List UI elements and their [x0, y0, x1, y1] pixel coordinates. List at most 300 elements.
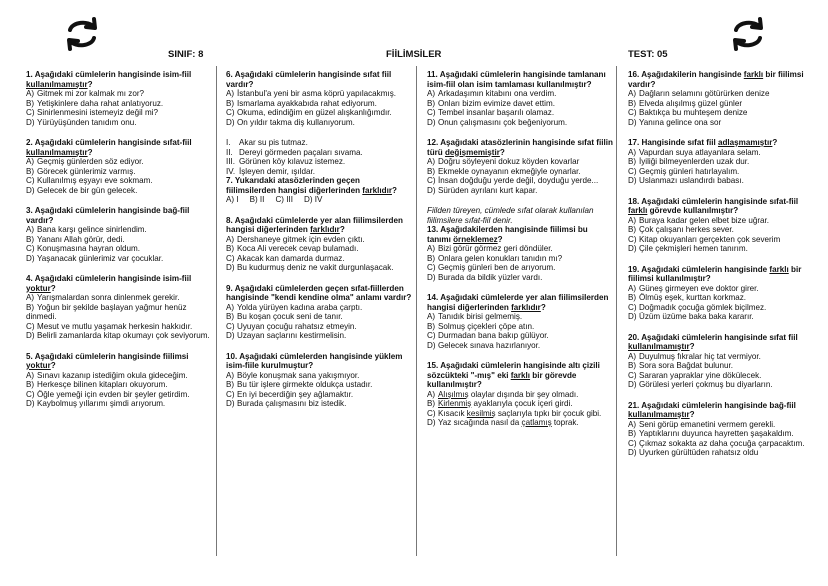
- option-text: Buraya kadar gelen elbet bize uğrar.: [639, 215, 770, 225]
- answer-option: [226, 390, 412, 400]
- answer-option: [628, 244, 818, 254]
- underlined-word: kullanılmamıştır: [628, 342, 690, 351]
- question-stem: 17. Hangisinde sıfat fiil adlaşmamıştır?: [628, 138, 778, 147]
- answer-option: [628, 361, 818, 371]
- answer-option: [26, 167, 212, 177]
- answer-option: [26, 322, 212, 332]
- underlined-word: adlaşmamıştır: [717, 138, 773, 147]
- answer-option: [26, 235, 212, 245]
- column-divider: [416, 66, 417, 556]
- underlined-word: örneklemez: [453, 234, 498, 244]
- option-letter: B): [26, 302, 35, 312]
- answer-option: [427, 341, 613, 351]
- question-number: 20.: [628, 332, 642, 342]
- answer-option: [628, 371, 818, 381]
- option-text: Yolda yürüyen kadına araba çarptı.: [237, 302, 363, 312]
- option-text: Sürüden ayrılanı kurt kapar.: [438, 185, 538, 195]
- option-text: Yoğun bir şekilde başlayan yağmur henüz dinmedi.: [26, 302, 187, 321]
- question: [26, 138, 212, 195]
- option-text: Kitap okuyanları gerçekten çok severim: [639, 234, 781, 244]
- option-letter: C): [226, 253, 235, 263]
- answer-option: [628, 303, 818, 313]
- answer-option: [226, 380, 412, 390]
- question-number: 12.: [427, 138, 441, 147]
- option-letter: A): [628, 147, 637, 157]
- question-stem: 1. Aşağıdaki cümlelerin hangisinde isim-fiil kullanılmamıştır?: [26, 70, 192, 89]
- question-number: 17.: [628, 138, 642, 147]
- answer-option: [427, 167, 613, 177]
- answer-option: [26, 331, 212, 341]
- question-stem: 10. Aşağıdaki cümlelerden hangisinde yüklem isim-fiile kurulmuştur?: [226, 351, 403, 370]
- answer-option: [26, 99, 212, 109]
- roman-numeral: IV.: [226, 166, 236, 176]
- swap-arrows-logo-left-icon: [62, 14, 102, 54]
- answer-option: [628, 439, 818, 449]
- option-text: Tembel insanlar başarılı olamaz.: [438, 108, 555, 117]
- answer-option: A) I: [226, 195, 239, 204]
- answer-option: B) II: [249, 195, 265, 204]
- question-stem: 8. Aşağıdaki cümlelerde yer alan fiilimsilerden hangisi diğerlerinden farklıdır?: [226, 215, 403, 234]
- question: [226, 70, 412, 127]
- option-letter: D): [628, 312, 637, 321]
- question-number: 11.: [427, 70, 440, 79]
- option-letter: B): [26, 98, 35, 108]
- answer-option: [226, 254, 412, 264]
- option-text: Geçmiş günleri ben de arıyorum.: [438, 263, 556, 272]
- question: [26, 352, 212, 409]
- option-letter: A): [26, 89, 35, 98]
- option-letter: C): [226, 321, 235, 331]
- option-text: Yanına gelince ona sor: [639, 117, 722, 127]
- answer-option: [26, 380, 212, 390]
- option-text: Ismarlama ayakkabıda rahat ediyorum.: [237, 98, 377, 108]
- option-text: Sinirlenmesini istemeyiz değil mi?: [37, 108, 158, 117]
- question-number: 4.: [26, 274, 35, 283]
- answer-option: [628, 284, 818, 294]
- answer-option: [628, 216, 818, 226]
- option-letter: C): [26, 108, 35, 117]
- answer-option: [427, 176, 613, 186]
- option-text: Ölmüş eşek, kurttan korkmaz.: [639, 293, 747, 302]
- underlined-word: farklı: [743, 70, 764, 79]
- option-text: On yıldır takma diş kullanıyorum.: [237, 117, 355, 127]
- answer-option: [427, 390, 613, 400]
- grade-label: SINIF: 8: [168, 49, 204, 60]
- option-letter: B): [427, 166, 436, 176]
- option-text: Burada da bildik yüzler vardı.: [438, 272, 543, 282]
- option-letter: C): [628, 108, 637, 117]
- option-letter: D): [26, 117, 35, 127]
- option-letter: B): [427, 321, 436, 331]
- question-stem: 11. Aşağıdaki cümlelerin hangisinde tamlananı isim-fiil olan isim tamlaması kullanılmıştır?: [427, 70, 606, 89]
- answer-option: [26, 186, 212, 196]
- option-text: Yaptıklarını duyunca hayretten şaşakaldım.: [639, 429, 794, 438]
- answer-option: [628, 312, 818, 322]
- underlined-word: farklı: [769, 264, 789, 274]
- statement-text: Görünen köy kılavuz istemez.: [239, 157, 346, 166]
- statement-text: Dereyi görmeden paçaları sıvama.: [239, 147, 363, 157]
- question-number: 1.: [26, 70, 35, 79]
- option-letter: D): [628, 448, 637, 457]
- option-letter: D): [226, 117, 235, 127]
- question: [628, 265, 818, 322]
- option-text: Burada çalışmasını biz istedik.: [237, 399, 347, 408]
- answer-option: [427, 273, 613, 283]
- answer-option: [628, 235, 818, 245]
- underlined-word: farklı: [510, 370, 531, 380]
- option-letter: A): [226, 302, 235, 312]
- option-letter: D): [26, 253, 35, 263]
- option-letter: C): [226, 108, 235, 117]
- question-stem: 19. Aşağıdaki cümlelerin hangisinde farklı bir fiilimsi kullanılmıştır?: [628, 264, 802, 283]
- option-letter: C): [26, 244, 35, 253]
- question-number: 5.: [26, 351, 35, 361]
- question-number: 2.: [26, 138, 35, 147]
- answer-option: [628, 89, 818, 99]
- inline-options: [226, 195, 412, 205]
- option-letter: D): [226, 263, 235, 272]
- option-text: Yaşanacak günlerimiz var çocuklar.: [37, 253, 164, 263]
- question-number: 13.: [427, 225, 441, 234]
- option-text: Kısacık kesilmiş saçlarıyla tıpkı bir çocuk gibi.: [438, 408, 602, 418]
- option-text: Doğru söyleyeni dokuz köyden kovarlar: [438, 157, 580, 166]
- option-letter: A): [628, 351, 637, 361]
- option-text: Elveda alışılmış güzel günler: [639, 98, 743, 108]
- question: [226, 352, 412, 409]
- question-stem: 15. Aşağıdaki cümlelerin hangisinde altı çizili sözcükteki "-mış" eki farklı bir görevde kullanılmıştır?: [427, 361, 600, 389]
- option-text: Gelecek de bir gün gelecek.: [37, 185, 138, 195]
- question: [26, 274, 212, 341]
- answer-option: [427, 409, 613, 419]
- answer-option: [26, 390, 212, 400]
- question-column-3: [427, 70, 613, 439]
- roman-numeral: III.: [226, 157, 235, 166]
- option-letter: C): [26, 176, 35, 185]
- option-letter: B): [427, 98, 436, 108]
- question-number: 18.: [628, 196, 642, 206]
- roman-numeral: II.: [226, 147, 233, 157]
- question: [226, 138, 412, 205]
- answer-option: [26, 399, 212, 409]
- answer-option: [628, 293, 818, 303]
- answer-option: [628, 108, 818, 118]
- option-text: Çıkmaz sokakta az daha çocuğa çarpacaktım.: [639, 438, 805, 448]
- option-text: İnsan doğduğu yerde değil, doyduğu yerde...: [438, 176, 599, 185]
- underlined-word: farklıdır: [310, 225, 340, 234]
- option-text: Koca Ali verecek cevap bulamadı.: [237, 244, 359, 253]
- answer-option: [427, 118, 613, 128]
- option-text: Gelecek sınava hazırlanıyor.: [438, 340, 541, 350]
- answer-option: [628, 148, 818, 158]
- option-text: Yetişkinlere daha rahat anlatıyoruz.: [37, 98, 164, 108]
- option-text: Vapurdan suya atlayanlara selam.: [639, 147, 761, 157]
- option-text: En iyi becerdiğin şey ağlamaktır.: [237, 389, 354, 399]
- option-letter: D): [427, 117, 436, 127]
- option-letter: B): [628, 225, 637, 234]
- question: [628, 138, 818, 186]
- option-letter: C): [226, 389, 235, 399]
- option-letter: A): [26, 293, 35, 302]
- answer-option: [427, 312, 613, 322]
- option-text: Bu koşan çocuk seni de tanır.: [237, 312, 343, 321]
- option-letter: C): [628, 370, 637, 380]
- option-text: Bu kudurmuş deniz ne vakit durgunlaşacak.: [237, 263, 394, 272]
- underlined-word: yoktur: [26, 283, 51, 293]
- option-text: Akacak kan damarda durmaz.: [237, 253, 345, 263]
- option-letter: B): [628, 429, 637, 438]
- option-letter: D): [26, 331, 35, 340]
- option-letter: A): [26, 157, 35, 166]
- option-text: Dershaneye gitmek için evden çıktı.: [237, 234, 365, 244]
- option-letter: D): [26, 185, 35, 195]
- answer-option: [628, 167, 818, 177]
- answer-option: [226, 118, 412, 128]
- column-divider: [216, 66, 217, 556]
- answer-option: [226, 263, 412, 273]
- option-letter: B): [628, 98, 637, 108]
- answer-option: [427, 108, 613, 118]
- option-letter: D): [427, 272, 436, 282]
- answer-option: [26, 89, 212, 99]
- option-letter: A): [427, 157, 436, 166]
- swap-arrows-logo-right-icon: [728, 14, 768, 54]
- option-letter: D): [226, 399, 235, 408]
- option-text: Bu tür işlere girmekte oldukça ustadır.: [237, 380, 373, 389]
- option-letter: D): [427, 340, 436, 350]
- question-note: Fiilden türeyen, cümlede sıfat olarak kullanılan fiilimsilere sıfat-fiil denir.: [427, 206, 594, 225]
- question: [427, 138, 613, 195]
- column-divider: [616, 66, 617, 556]
- answer-option: [26, 244, 212, 254]
- question-number: 19.: [628, 264, 642, 274]
- answer-option: [628, 225, 818, 235]
- question: [427, 293, 613, 350]
- question-number: 10.: [226, 351, 240, 361]
- answer-option: [226, 303, 412, 313]
- question-number: 6.: [226, 70, 235, 79]
- question-stem: 20. Aşağıdaki cümlelerin hangisinde sıfat fiil kullanılmamıştır?: [628, 332, 798, 351]
- answer-option: [628, 118, 818, 128]
- test-number: TEST: 05: [628, 49, 668, 60]
- question-stem: 6. Aşağıdaki cümlelerin hangisinde sıfat fiil vardır?: [226, 70, 392, 89]
- question-number: 21.: [628, 400, 642, 410]
- option-text: Üzüm üzüme baka baka kararır.: [639, 312, 754, 321]
- option-letter: A): [628, 419, 637, 429]
- option-text: Bizi görür görmez geri döndüler.: [438, 244, 553, 253]
- option-letter: A): [226, 370, 235, 380]
- option-letter: D): [226, 331, 235, 340]
- option-text: Sora sora Bağdat bulunur.: [639, 361, 734, 370]
- option-text: Doğmadık çocuğa gömlek biçilmez.: [639, 302, 767, 312]
- answer-option: [226, 99, 412, 109]
- question-stem: 12. Aşağıdaki atasözlerinin hangisinde sıfat fiilin türü değişmemiştir?: [427, 138, 613, 157]
- answer-option: [427, 263, 613, 273]
- underlined-word: kullanılmamıştır: [26, 147, 88, 157]
- answer-option: [427, 89, 613, 99]
- underlined-word: kullanılmamıştır: [628, 410, 690, 419]
- option-letter: B): [226, 380, 235, 389]
- option-text: Kaybolmuş yıllarımı şimdi arıyorum.: [37, 399, 166, 408]
- option-text: Konuşmasına hayran oldum.: [37, 244, 141, 253]
- answer-option: [226, 312, 412, 322]
- underlined-word: Alışılmış: [438, 389, 469, 399]
- option-text: Mesut ve mutlu yaşamak herkesin hakkıdır.: [37, 321, 193, 331]
- answer-option: [26, 254, 212, 264]
- answer-option: [26, 176, 212, 186]
- question-stem: 4. Aşağıdaki cümlelerin hangisinde isim-fiil yoktur?: [26, 274, 192, 293]
- option-letter: A): [427, 89, 436, 98]
- answer-option: [427, 157, 613, 167]
- option-letter: B): [226, 98, 235, 108]
- answer-option: [427, 331, 613, 341]
- answer-option: [628, 176, 818, 186]
- option-letter: C): [427, 176, 436, 185]
- option-text: Durmadan bana bakıp gülüyor.: [438, 331, 549, 340]
- answer-option: [628, 157, 818, 167]
- question: [26, 70, 212, 127]
- question: [628, 197, 818, 254]
- question-number: 7.: [226, 176, 235, 185]
- option-text: Onları bizim evimize davet ettim.: [438, 98, 555, 108]
- option-letter: A): [427, 312, 436, 321]
- question-stem: 14. Aşağıdaki cümlelerde yer alan fiilimsilerden hangisi diğerlerinden farklıdır?: [427, 293, 609, 312]
- option-text: Okuma, edindiğim en güzel alışkanlığımdır.: [237, 108, 392, 117]
- option-text: Yarışmalardan sonra dinlenmek gerekir.: [37, 293, 180, 302]
- answer-option: [26, 303, 212, 322]
- option-letter: B): [628, 361, 637, 370]
- question: [628, 70, 818, 127]
- option-letter: C): [427, 408, 436, 418]
- page-title: FİİLİMSİLER: [386, 49, 442, 60]
- option-text: Belirli zamanlarda kitap okumayı çok seviyorum.: [37, 331, 210, 340]
- option-text: Görülesi yerleri çokmuş bu diyarların.: [639, 380, 773, 389]
- option-letter: A): [26, 225, 35, 234]
- option-text: Geçmiş günleri hatırlayalım.: [639, 166, 740, 176]
- question-column-4: [628, 70, 818, 469]
- option-text: Gitmek mi zor kalmak mı zor?: [37, 89, 145, 98]
- question-stem: 3. Aşağıdaki cümlelerin hangisinde bağ-fiil vardır?: [26, 206, 190, 225]
- answer-option: [226, 371, 412, 381]
- question-number: 3.: [26, 206, 35, 215]
- option-text: Böyle konuşmak sana yakışmıyor.: [237, 370, 360, 380]
- underlined-word: Kirlenmiş: [438, 399, 472, 408]
- option-text: Uzayan saçlarını kestirmelisin.: [237, 331, 347, 340]
- option-letter: D): [427, 185, 436, 195]
- question: [427, 206, 613, 282]
- option-text: Uyuyan çocuğu rahatsız etmeyin.: [237, 321, 357, 331]
- underlined-word: kullanılmamıştır: [26, 79, 88, 89]
- option-letter: D): [427, 418, 436, 427]
- option-text: Güneş girmeyen eve doktor girer.: [639, 283, 759, 293]
- option-letter: C): [427, 331, 436, 340]
- answer-option: [427, 399, 613, 409]
- option-letter: B): [226, 312, 235, 321]
- option-letter: C): [26, 389, 35, 399]
- answer-option: [26, 157, 212, 167]
- option-text: Sararan yapraklar yine dökülecek.: [639, 370, 762, 380]
- answer-option: [628, 99, 818, 109]
- question-stem: 9. Aşağıdaki cümlelerden geçen sıfat-fiillerden hangisinde "kendi kendine olma" anlamı vardır?: [226, 283, 412, 302]
- option-text: Yaz sıcağında nasıl da çatlamış toprak.: [438, 418, 579, 427]
- option-letter: B): [26, 380, 35, 389]
- option-text: Geçmiş günlerden söz ediyor.: [37, 157, 144, 166]
- question-number: 15.: [427, 361, 441, 370]
- answer-option: [628, 420, 818, 430]
- answer-option: [427, 254, 613, 264]
- option-text: Bana karşı gelince sinirlendim.: [37, 225, 147, 234]
- option-letter: A): [427, 389, 436, 399]
- question-number: 16.: [628, 70, 642, 79]
- answer-option: [226, 244, 412, 254]
- option-text: Herkesçe bilinen kitapları okuyorum.: [37, 380, 168, 389]
- option-text: Kirlenmiş ayaklarıyla çocuk içeri girdi.: [438, 399, 573, 408]
- option-letter: B): [628, 157, 637, 166]
- question-stem: 2. Aşağıdaki cümlelerin hangisinde sıfat-fiil kullanılmamıştır?: [26, 138, 192, 157]
- option-text: Çok çalışanı herkes sever.: [639, 225, 734, 234]
- question: [427, 70, 613, 127]
- roman-numeral: I.: [226, 138, 231, 147]
- question-stem: 16. Aşağıdakilerin hangisinde farklı bir fiilimsi vardır?: [628, 70, 804, 89]
- answer-option: [226, 331, 412, 341]
- option-letter: D): [628, 380, 637, 389]
- roman-statement: [226, 167, 412, 177]
- option-letter: B): [427, 253, 436, 263]
- option-text: Çile çekmişleri hemen tanırım.: [639, 244, 748, 253]
- option-text: Alışılmış olaylar dışında bir şey olmadı.: [438, 389, 579, 399]
- option-letter: A): [427, 244, 436, 253]
- option-letter: B): [628, 293, 637, 302]
- option-text: İyiliği bilmeyenlerden uzak dur.: [639, 157, 750, 166]
- question-stem: 21. Aşağıdaki cümlelerin hangisinde bağ-fiil kullanılmamıştır?: [628, 400, 796, 419]
- option-text: Baktıkça bu muhteşem denize: [639, 108, 748, 117]
- answer-option: [226, 322, 412, 332]
- option-text: Ekmekle oynayanın ekmeğiyle oynarlar.: [438, 166, 581, 176]
- roman-statement: [226, 148, 412, 158]
- question-stem: 5. Aşağıdaki cümlelerin hangisinde fiilimsi yoktur?: [26, 351, 189, 370]
- answer-option: [427, 418, 613, 428]
- question: [226, 284, 412, 341]
- underlined-word: değişmemiştir: [444, 147, 500, 157]
- option-letter: C): [26, 321, 35, 331]
- roman-statement: [226, 157, 412, 167]
- option-letter: C): [628, 438, 637, 448]
- answer-option: [26, 293, 212, 303]
- option-text: Yürüyüşünden tanıdım onu.: [37, 117, 137, 127]
- statement-text: İşleyen demir, ışıldar.: [239, 166, 316, 176]
- option-letter: B): [427, 399, 436, 408]
- option-letter: C): [628, 166, 637, 176]
- option-letter: D): [26, 399, 35, 408]
- option-letter: A): [628, 89, 637, 98]
- answer-option: [427, 99, 613, 109]
- option-text: Yananı Allah görür, dedi.: [37, 234, 125, 244]
- option-text: Duyulmuş fıkralar hiç tat vermiyor.: [639, 351, 761, 361]
- answer-option: [628, 448, 818, 458]
- option-text: Onun çalışmasını çok beğeniyorum.: [438, 117, 568, 127]
- underlined-word: kesilmiş: [466, 408, 496, 418]
- option-letter: D): [628, 176, 637, 185]
- option-letter: B): [26, 166, 35, 176]
- option-letter: C): [427, 108, 436, 117]
- option-text: Görecek günlerimiz varmış.: [37, 166, 136, 176]
- underlined-word: yoktur: [26, 361, 51, 370]
- answer-option: [427, 244, 613, 254]
- answer-option: [628, 352, 818, 362]
- answer-option: C) III: [275, 195, 293, 204]
- question-number: 8.: [226, 215, 235, 225]
- question: [628, 333, 818, 390]
- answer-option: [226, 399, 412, 409]
